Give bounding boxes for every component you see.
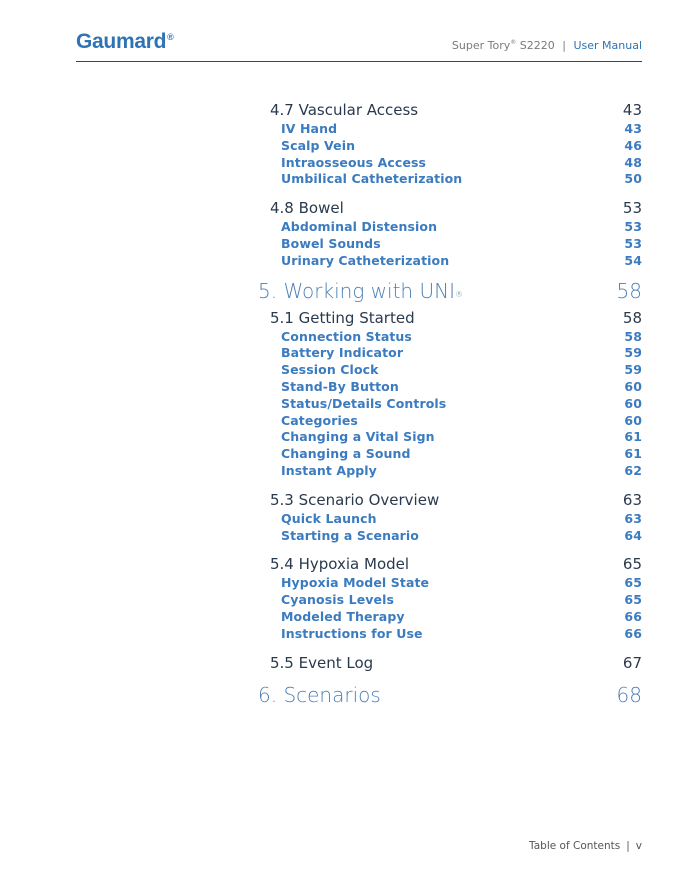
toc-entry-label: Urinary Catheterization — [281, 252, 450, 268]
toc-section-4-8[interactable] — [258, 198, 642, 219]
toc-section-5-1[interactable] — [258, 308, 642, 329]
toc-entry[interactable] — [258, 121, 642, 138]
toc-entry-label: Modeled Therapy — [281, 608, 405, 624]
toc-entry[interactable] — [258, 592, 642, 609]
toc-page-number: 59 — [624, 362, 642, 378]
toc-page-number: 53 — [622, 199, 642, 218]
toc-chapter-title-text: 5. Working with UNI — [258, 278, 455, 303]
toc-page-number: 60 — [624, 395, 642, 411]
toc-entry-label: Status/Details Controls — [281, 395, 447, 411]
footer-page-number: v — [635, 840, 642, 852]
toc-chapter-5[interactable] — [258, 276, 642, 306]
page-footer — [529, 840, 642, 852]
toc-entry-label: Cyanosis Levels — [281, 592, 395, 608]
toc-chapter-6[interactable] — [258, 680, 642, 710]
toc-page-number: 48 — [624, 154, 642, 170]
toc-page-number: 59 — [624, 345, 642, 361]
toc-section-5-5[interactable] — [258, 653, 642, 674]
toc-section-title: 5.4 Hypoxia Model — [270, 555, 410, 574]
toc-entry[interactable] — [258, 362, 642, 379]
toc-page-number: 61 — [624, 446, 642, 462]
toc-entry-label: Intraosseous Access — [281, 154, 427, 170]
toc-page-number: 53 — [624, 219, 642, 235]
toc-entry[interactable] — [258, 446, 642, 463]
toc-entry[interactable] — [258, 379, 642, 396]
toc-page-number: 58 — [622, 308, 642, 327]
toc-entry[interactable] — [258, 345, 642, 362]
toc-page-number: 65 — [622, 555, 642, 574]
toc-chapter-title: 6. Scenarios — [258, 682, 381, 707]
toc-page-number: 62 — [624, 462, 642, 478]
toc-page-number: 58 — [624, 328, 642, 344]
toc-page-number: 60 — [624, 412, 642, 428]
gaumard-logo — [76, 30, 173, 54]
toc-page-number: 46 — [624, 137, 642, 153]
header-separator: | — [562, 39, 566, 52]
toc-entry-label: Changing a Vital Sign — [281, 429, 435, 445]
toc-page-number: 65 — [624, 575, 642, 591]
registered-mark: ® — [454, 289, 463, 299]
logo-registered-mark: ® — [167, 32, 174, 42]
toc-entry-label: Starting a Scenario — [281, 527, 419, 543]
toc-page-number: 54 — [624, 252, 642, 268]
toc-entry[interactable] — [258, 219, 642, 236]
toc-page-number: 63 — [622, 490, 642, 509]
toc-entry-label: Instructions for Use — [281, 625, 423, 641]
toc-entry[interactable] — [258, 413, 642, 430]
toc-page-number: 67 — [622, 653, 642, 672]
manual-title: User Manual — [573, 39, 642, 52]
toc-page-number: 50 — [624, 171, 642, 187]
running-header — [452, 39, 642, 52]
footer-label: Table of Contents — [529, 840, 621, 852]
toc-page-number: 43 — [622, 101, 642, 119]
toc-page-number: 65 — [624, 592, 642, 608]
toc-entry[interactable] — [258, 511, 642, 528]
toc-section-4-7[interactable] — [258, 100, 642, 121]
toc-section-title: 4.7 Vascular Access — [270, 101, 419, 119]
toc-entry[interactable] — [258, 429, 642, 446]
toc-page-number: 66 — [624, 625, 642, 641]
toc-entry-label: Connection Status — [281, 328, 412, 344]
product-registered-mark: ® — [510, 39, 517, 46]
toc-entry[interactable] — [258, 609, 642, 626]
toc-entry-label: Scalp Vein — [281, 137, 356, 153]
toc-section-5-3[interactable] — [258, 490, 642, 511]
toc-entry-label: Abdominal Distension — [281, 219, 438, 235]
toc-entry-label: Bowel Sounds — [281, 235, 381, 251]
toc-page-number: 61 — [624, 429, 642, 445]
toc-entry[interactable] — [258, 575, 642, 592]
toc-entry-label: Session Clock — [281, 362, 379, 378]
toc-entry-label: Changing a Sound — [281, 446, 411, 462]
toc-page-number: 43 — [624, 121, 642, 136]
toc-entry-label: Instant Apply — [281, 462, 377, 478]
toc-page-number: 60 — [624, 378, 642, 394]
toc-page-number: 53 — [624, 235, 642, 251]
toc-page-number: 64 — [624, 527, 642, 543]
toc-entry[interactable] — [258, 528, 642, 545]
header-divider — [76, 61, 642, 62]
toc-entry[interactable] — [258, 171, 642, 188]
toc-entry-label: Quick Launch — [281, 510, 377, 526]
toc-entry[interactable] — [258, 253, 642, 270]
toc-entry-label: Stand-By Button — [281, 378, 399, 394]
toc-section-title: 5.3 Scenario Overview — [270, 490, 440, 509]
toc-page-number: 63 — [624, 510, 642, 526]
toc-section-title: 5.5 Event Log — [270, 653, 374, 672]
footer-separator: | — [626, 840, 630, 852]
toc-entry[interactable] — [258, 329, 642, 346]
product-name: Super Tory — [451, 39, 511, 52]
toc-entry[interactable] — [258, 138, 642, 155]
toc-entry[interactable] — [258, 396, 642, 413]
toc-section-title: 5.1 Getting Started — [270, 308, 415, 327]
toc-page-number: 58 — [616, 278, 642, 303]
toc-page-number: 66 — [624, 608, 642, 624]
toc-chapter-title — [258, 276, 463, 306]
toc-entry[interactable] — [258, 626, 642, 643]
toc-entry[interactable] — [258, 463, 642, 480]
toc-entry-label: Categories — [281, 412, 358, 428]
toc-section-title: 4.8 Bowel — [270, 199, 344, 218]
toc-page-number: 68 — [616, 682, 642, 707]
toc-section-5-4[interactable] — [258, 554, 642, 575]
toc-entry-label: Umbilical Catheterization — [281, 171, 463, 187]
logo-text: Gaumard — [76, 30, 167, 53]
product-model: S2220 — [519, 39, 555, 52]
table-of-contents — [258, 100, 642, 710]
toc-entry-label: Hypoxia Model State — [281, 575, 430, 591]
toc-entry-label: IV Hand — [281, 121, 338, 136]
toc-entry-label: Battery Indicator — [281, 345, 404, 361]
toc-entry[interactable] — [258, 236, 642, 253]
toc-entry[interactable] — [258, 155, 642, 172]
